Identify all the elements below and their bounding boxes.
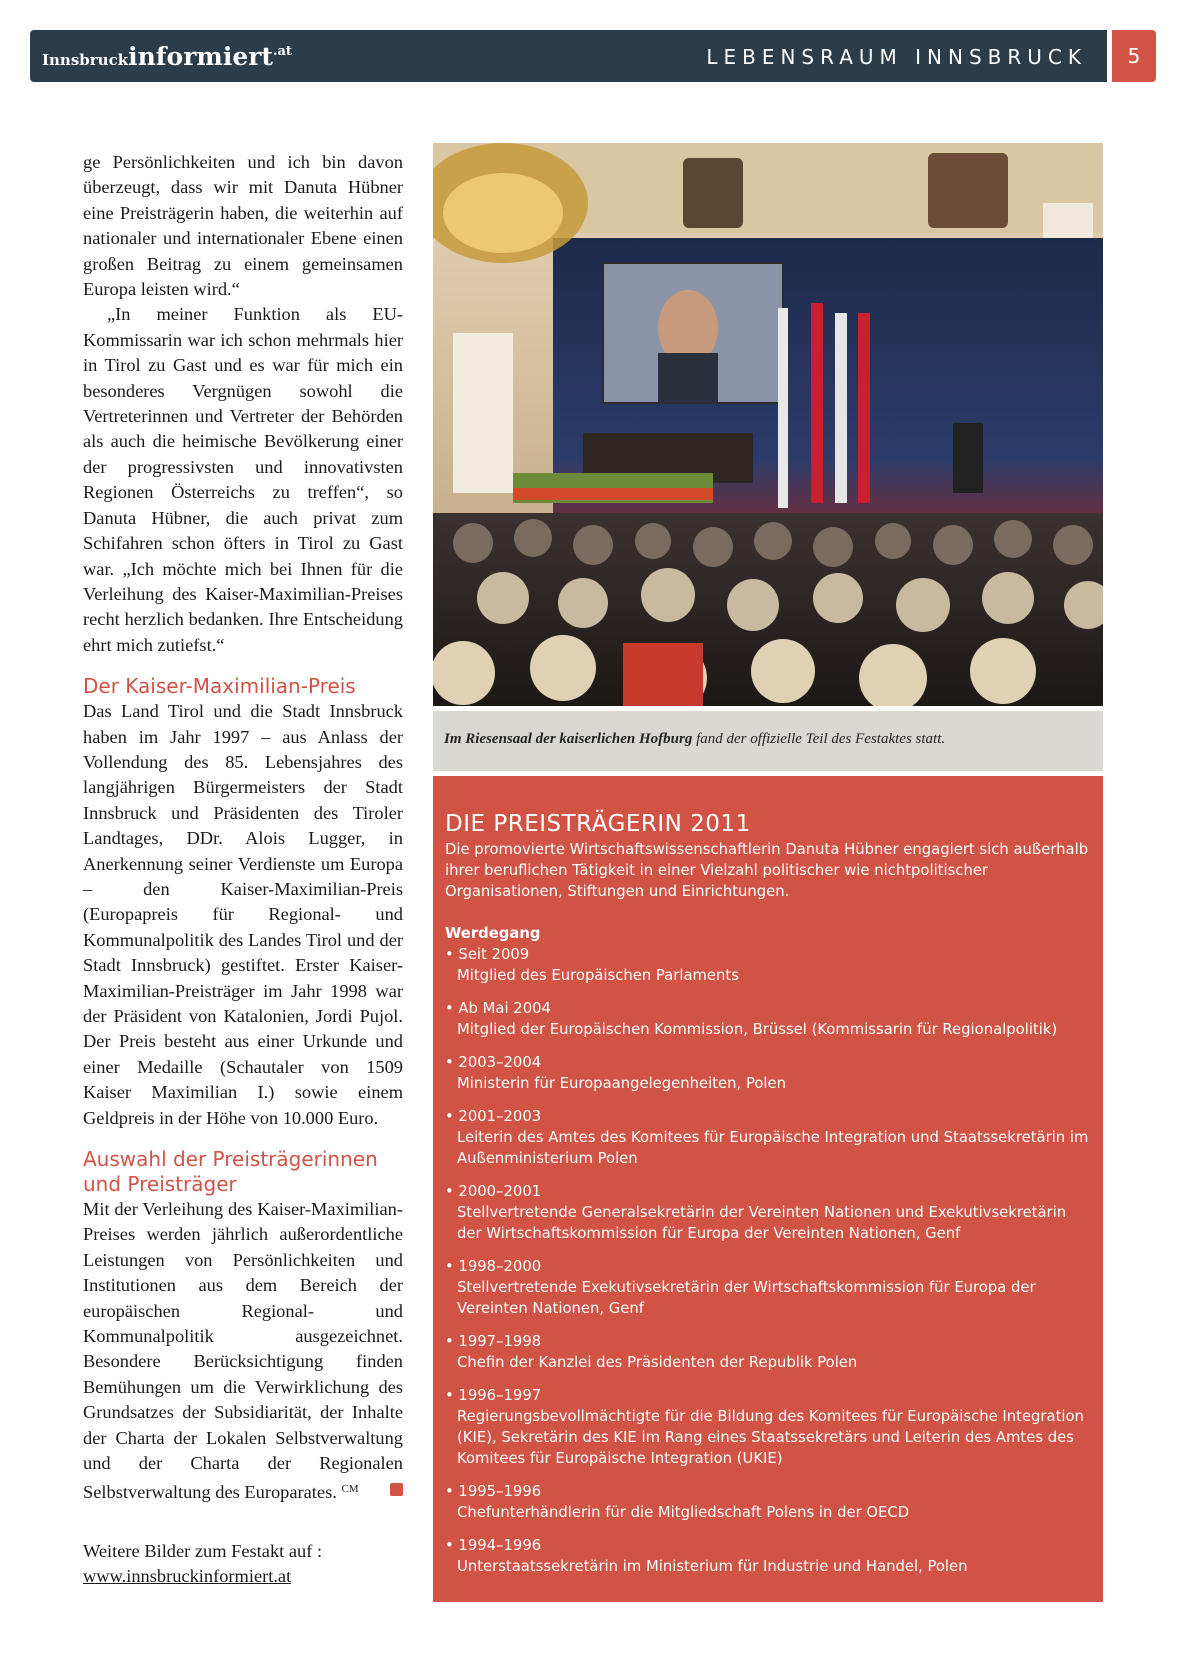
more-photos-label: Weitere Bilder zum Festakt auf : bbox=[83, 1540, 323, 1561]
career-desc: Stellvertretende Generalsekretärin der Vereinten Nationen und Exekutivsekretärin der Wirtschaftskommission für Europa der Vereinten Nationen, Genf bbox=[457, 1204, 1067, 1242]
career-item bbox=[445, 944, 1091, 986]
career-year: • 1997–1998 bbox=[445, 1333, 542, 1350]
laureate-info-box bbox=[433, 776, 1103, 1602]
career-desc: Leiterin des Amtes des Komitees für Europäische Integration und Staatssekretärin im Außenministerium Polen bbox=[457, 1129, 1089, 1167]
career-year: • 2003–2004 bbox=[445, 1054, 542, 1071]
event-photo bbox=[433, 143, 1103, 706]
paragraph-quote-end: ge Persönlichkeiten und ich bin davon überzeugt, dass wir mit Danuta Hübner eine Preisträgerin haben, die weiterhin auf nationaler und internationaler Ebene einen großen Beitrag zu einem gemeinsamen Europa leisten wird.“ bbox=[83, 152, 403, 300]
career-desc: Ministerin für Europaangelegenheiten, Polen bbox=[457, 1075, 786, 1092]
page-number: 5 bbox=[1112, 30, 1156, 82]
career-year: • 2000–2001 bbox=[445, 1183, 542, 1200]
paragraph-selection-text: Mit der Verleihung des Kaiser-Maximilian-Preises werden jährlich außerordentliche Leistungen von Persönlichkeiten und Institutionen aus dem Bereich der europäischen Regional- und Kommunalpolitik ausgezeichnet. Besondere Berücksichtigung finden Bemühungen um die Verwirklichung des Grundsatzes der Subsidiarität, der Inhalte der Charta der Lokalen Selbstverwaltung und der Charta der Regionalen Selbstverwaltung des Europarates. bbox=[83, 1199, 403, 1502]
heading-selection-line1: Auswahl der Preisträgerinnen bbox=[83, 1147, 378, 1172]
career-item bbox=[445, 1481, 1091, 1523]
photo-caption bbox=[433, 711, 1103, 771]
career-list bbox=[445, 944, 1091, 1577]
publication-logo bbox=[42, 42, 292, 71]
career-year: • Seit 2009 bbox=[445, 946, 530, 963]
heading-selection-line2: und Preisträger bbox=[83, 1172, 237, 1197]
career-item bbox=[445, 998, 1091, 1040]
career-desc: Mitglied des Europäischen Parlaments bbox=[457, 967, 739, 984]
career-year: • 1994–1996 bbox=[445, 1537, 542, 1554]
paragraph-selection bbox=[83, 1197, 403, 1505]
career-year: • 2001–2003 bbox=[445, 1108, 542, 1125]
paragraph-huebner-quote: „In meiner Funktion als EU-Kommissarin war ich schon mehrmals hier in Tirol zu Gast und es war für mich ein besonderes Vergnügen sowohl die Vertreterinnen und Vertreter der Behörden als auch die heimische Bevölkerung einer der progressivsten und innovativsten Regionen Österreichs zu treffen“, so Danuta Hübner, die auch privat zum Schifahren schon öfters in Tirol zu Gast war. „Ich möchte mich bei Ihnen für die Verleihung des Kaiser-Maximilian-Preises recht herzlich bedanken. Ihre Entscheidung ehrt mich zutiefst.“ bbox=[83, 304, 403, 655]
career-heading: Werdegang bbox=[445, 925, 541, 942]
career-year: • Ab Mai 2004 bbox=[445, 1000, 551, 1017]
career-year: • 1995–1996 bbox=[445, 1483, 542, 1500]
career-item bbox=[445, 1535, 1091, 1577]
page-header bbox=[30, 30, 1107, 82]
career-year: • 1998–2000 bbox=[445, 1258, 542, 1275]
hall-photo-illustration bbox=[433, 143, 1103, 706]
box-intro: Die promovierte Wirtschaftswissenschaftlerin Danuta Hübner engagiert sich außerhalb ihrer beruflichen Tätigkeit in einer Vielzahl politischer wie nichtpolitischer Organisationen, Stiftungen und Einrichtungen. bbox=[445, 841, 1089, 900]
heading-selection bbox=[83, 1147, 403, 1197]
career-desc: Stellvertretende Exekutivsekretärin der Wirtschaftskommission für Europa der Vereinten Nationen, Genf bbox=[457, 1279, 1036, 1317]
heading-kaiser-maximilian-preis: Der Kaiser-Maximilian-Preis bbox=[83, 674, 356, 699]
career-desc: Chefin der Kanzlei des Präsidenten der Republik Polen bbox=[457, 1354, 858, 1371]
career-desc: Unterstaatssekretärin im Ministerium für Industrie und Handel, Polen bbox=[457, 1558, 968, 1575]
career-item bbox=[445, 1106, 1091, 1169]
more-photos-link[interactable]: www.innsbruckinformiert.at bbox=[83, 1566, 292, 1587]
career-item bbox=[445, 1181, 1091, 1244]
career-desc: Chefunterhändlerin für die Mitgliedschaft Polens in der OECD bbox=[457, 1504, 910, 1521]
box-title: DIE PREISTRÄGERIN 2011 bbox=[445, 811, 751, 837]
paragraph-prize-history: Das Land Tirol und die Stadt Innsbruck haben im Jahr 1997 – aus Anlass der Vollendung des 85. Lebensjahres des langjährigen Bürgermeisters der Stadt Innsbruck und Präsidenten des Tiroler Landtages, DDr. Alois Lugger, in Anerkennung seiner Verdienste um Europa – den Kaiser-Maximilian-Preis (Europapreis für Regional- und Kommunalpolitik des Landes Tirol und der Stadt Innsbruck) gestiftet. Erster Kaiser-Maximilian-Preisträger im Jahr 1998 war der Präsident von Katalonien, Jordi Pujol. Der Preis besteht aus einer Urkunde und einer Medaille (Schautaler von 1509 Kaiser Maximilian I.) sowie einem Geldpreis in der Höhe von 10.000 Euro. bbox=[83, 701, 403, 1128]
caption-text: fand der offizielle Teil des Festaktes statt. bbox=[692, 731, 946, 747]
logo-innsbruck: Innsbruck bbox=[42, 51, 129, 69]
article-text-column bbox=[83, 150, 403, 1590]
career-item bbox=[445, 1052, 1091, 1094]
author-initials: CM bbox=[341, 1482, 359, 1495]
section-title: LEBENSRAUM INNSBRUCK bbox=[706, 45, 1087, 69]
career-desc: Regierungsbevollmächtigte für die Bildung des Komitees für Europäische Integration (KIE), Sekretärin des KIE im Rang eines Staatssekretärs und Leiterin des Amtes des Komitees für Europäische Integration (UKIE) bbox=[457, 1408, 1084, 1467]
end-of-article-mark bbox=[390, 1483, 403, 1496]
career-year: • 1996–1997 bbox=[445, 1387, 542, 1404]
career-item bbox=[445, 1331, 1091, 1373]
career-item bbox=[445, 1385, 1091, 1469]
logo-tld: .at bbox=[272, 44, 292, 59]
caption-bold: Im Riesensaal der kaiserlichen Hofburg bbox=[444, 731, 693, 747]
career-desc: Mitglied der Europäischen Kommission, Brüssel (Kommissarin für Regionalpolitik) bbox=[457, 1021, 1058, 1038]
career-item bbox=[445, 1256, 1091, 1319]
logo-informiert: informiert bbox=[128, 42, 273, 71]
more-photos bbox=[83, 1539, 403, 1590]
